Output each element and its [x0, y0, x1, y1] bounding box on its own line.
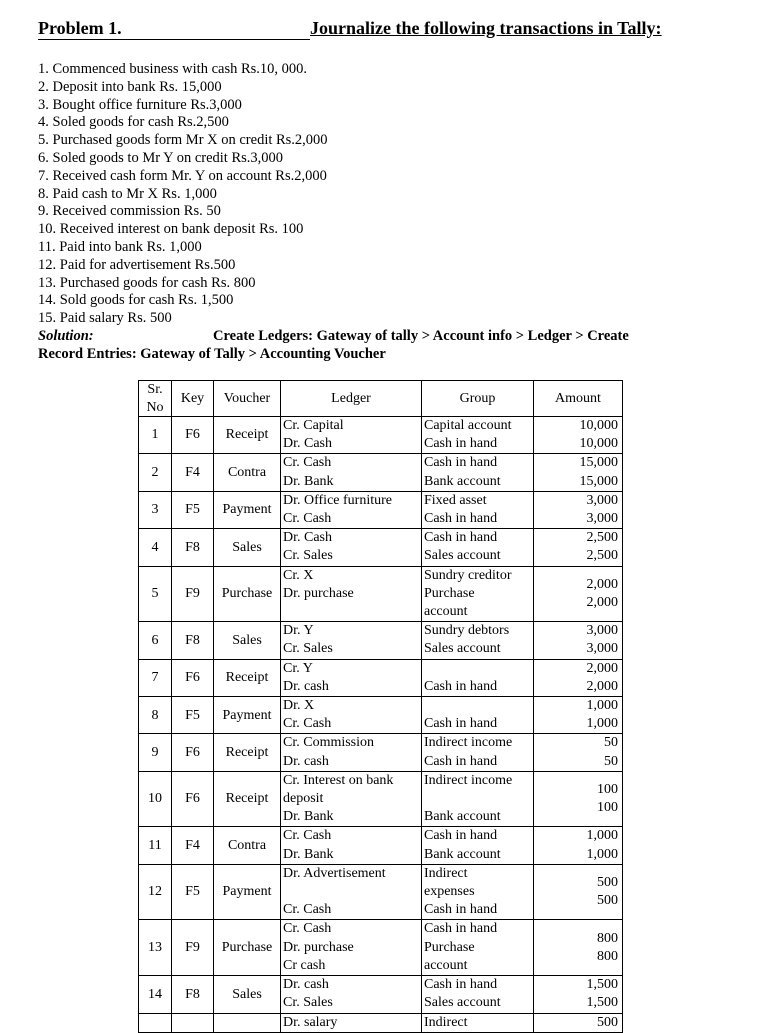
voucher-cell: Sales — [214, 529, 281, 566]
table-row — [139, 491, 623, 528]
amount-cell — [534, 566, 623, 622]
key-cell: F5 — [172, 491, 214, 528]
key-cell: F8 — [172, 976, 214, 1013]
list-item: 14. Sold goods for cash Rs. 1,500 — [38, 292, 234, 309]
header-voucher: Voucher — [214, 381, 281, 417]
amount-cell-line: 2,000 — [586, 576, 618, 592]
amount-cell-line: 2,500 — [586, 530, 618, 546]
list-item: 9. Received commission Rs. 50 — [38, 203, 221, 220]
header-group: Group — [422, 381, 534, 417]
group-cell-line: Cash in hand — [424, 716, 498, 732]
group-cell-line: Bank account — [424, 809, 501, 825]
sr-no-cell: 3 — [139, 491, 172, 528]
ledger-cell — [281, 827, 422, 864]
ledger-cell — [281, 771, 422, 827]
sr-no-cell: 8 — [139, 697, 172, 734]
amount-cell — [534, 529, 623, 566]
amount-cell-line: 2,000 — [586, 594, 618, 610]
amount-cell — [534, 771, 623, 827]
transaction-list — [38, 61, 328, 328]
amount-cell — [534, 417, 623, 454]
amount-cell — [534, 697, 623, 734]
ledger-cell-line: Cr. Cash — [283, 902, 332, 918]
list-item: 2. Deposit into bank Rs. 15,000 — [38, 78, 222, 95]
ledger-cell-line: Cr. Cash — [283, 921, 332, 937]
voucher-cell: Contra — [214, 827, 281, 864]
list-item: 5. Purchased goods form Mr X on credit Rs.2,000 — [38, 132, 328, 149]
amount-cell — [534, 734, 623, 771]
amount-cell-line: 2,000 — [586, 660, 618, 676]
voucher-cell: Payment — [214, 697, 281, 734]
header-key: Key — [172, 381, 214, 417]
key-cell: F6 — [172, 734, 214, 771]
voucher-cell: Sales — [214, 622, 281, 659]
record-entries-path: Record Entries: Gateway of Tally > Accounting Voucher — [38, 346, 386, 362]
ledger-cell-line: Cr. Sales — [283, 641, 333, 657]
group-cell-line: Purchase — [424, 585, 475, 601]
ledger-cell-line: Cr. X — [283, 567, 314, 583]
group-cell-line: expenses — [424, 884, 475, 900]
amount-cell — [534, 491, 623, 528]
list-item: 7. Received cash form Mr. Y on account Rs.2,000 — [38, 167, 327, 184]
list-item: 15. Paid salary Rs. 500 — [38, 310, 172, 327]
ledger-cell-line: Dr. purchase — [283, 939, 354, 955]
ledger-cell-line: Cr. Y — [283, 660, 313, 676]
group-cell-line: Cash in hand — [424, 436, 498, 452]
group-cell — [422, 734, 534, 771]
amount-cell — [534, 454, 623, 491]
list-item: 11. Paid into bank Rs. 1,000 — [38, 238, 202, 255]
voucher-cell: Contra — [214, 454, 281, 491]
ledger-cell-line: Cr. Commission — [283, 735, 375, 751]
ledger-cell — [281, 659, 422, 696]
amount-cell-line: 500 — [597, 874, 618, 890]
amount-cell-line: 50 — [604, 753, 618, 769]
ledger-cell-line: Dr. Bank — [283, 809, 334, 825]
ledger-cell — [281, 976, 422, 1013]
group-cell-line: Indirect — [424, 1014, 468, 1030]
voucher-cell: Payment — [214, 864, 281, 920]
ledger-cell-line: Dr. salary — [283, 1014, 338, 1030]
amount-cell-line: 2,000 — [586, 678, 618, 694]
group-cell-line: Cash in hand — [424, 511, 498, 527]
sr-no-cell: 5 — [139, 566, 172, 622]
group-cell-line: account — [424, 957, 468, 973]
ledger-cell — [281, 864, 422, 920]
group-cell-line: Bank account — [424, 473, 501, 489]
key-cell: F5 — [172, 697, 214, 734]
ledger-cell-line: Dr. Bank — [283, 846, 334, 862]
table-row — [139, 1013, 623, 1032]
amount-cell-line: 500 — [597, 1014, 618, 1030]
voucher-cell: Receipt — [214, 734, 281, 771]
ledger-cell-line: Dr. cash — [283, 977, 329, 993]
key-cell: F6 — [172, 417, 214, 454]
ledger-cell-line: Cr. Interest on bank — [283, 772, 394, 788]
list-item: 12. Paid for advertisement Rs.500 — [38, 256, 236, 273]
sr-no-cell: 10 — [139, 771, 172, 827]
ledger-cell-line: Dr. Cash — [283, 436, 332, 452]
voucher-cell: Receipt — [214, 417, 281, 454]
amount-cell-line: 10,000 — [579, 436, 618, 452]
table-row — [139, 529, 623, 566]
sr-no-cell: 9 — [139, 734, 172, 771]
ledger-cell-line: Dr. Advertisement — [283, 865, 386, 881]
group-cell-line — [424, 790, 531, 808]
group-cell-line: Cash in hand — [424, 977, 498, 993]
table-row — [139, 864, 623, 920]
amount-cell — [534, 1013, 623, 1032]
group-cell-line: account — [424, 604, 468, 620]
group-cell-line: Cash in hand — [424, 828, 498, 844]
amount-cell-line: 800 — [597, 948, 618, 964]
table-row — [139, 771, 623, 827]
ledger-cell-line: Cr cash — [283, 957, 326, 973]
group-cell — [422, 417, 534, 454]
group-cell — [422, 864, 534, 920]
table-row — [139, 827, 623, 864]
group-cell — [422, 697, 534, 734]
sr-no-cell: 7 — [139, 659, 172, 696]
key-cell: F8 — [172, 622, 214, 659]
group-cell-line: Indirect — [424, 865, 468, 881]
ledger-cell — [281, 697, 422, 734]
ledger-cell — [281, 417, 422, 454]
voucher-cell: Purchase — [214, 920, 281, 976]
problem-label: Problem 1. — [38, 17, 310, 40]
group-cell-line: Cash in hand — [424, 921, 498, 937]
voucher-cell — [214, 1013, 281, 1032]
group-cell — [422, 976, 534, 1013]
ledger-cell — [281, 734, 422, 771]
key-cell: F4 — [172, 454, 214, 491]
group-cell — [422, 491, 534, 528]
amount-cell-line: 1,000 — [586, 698, 618, 714]
sr-no-cell: 12 — [139, 864, 172, 920]
group-cell-line: Cash in hand — [424, 455, 498, 471]
key-cell — [172, 1013, 214, 1032]
ledger-cell-line: Cr. Cash — [283, 455, 332, 471]
table-row — [139, 659, 623, 696]
key-cell: F6 — [172, 659, 214, 696]
voucher-cell: Payment — [214, 491, 281, 528]
amount-cell-line: 3,000 — [586, 641, 618, 657]
sr-no-cell: 11 — [139, 827, 172, 864]
ledger-cell-line: Cr. Sales — [283, 995, 333, 1011]
amount-cell-line: 1,500 — [586, 977, 618, 993]
sr-no-cell — [139, 1013, 172, 1032]
amount-cell-line: 1,000 — [586, 846, 618, 862]
group-cell-line: Sales account — [424, 641, 501, 657]
group-cell-line — [424, 660, 531, 678]
amount-cell-line: 3,000 — [586, 623, 618, 639]
amount-cell-line: 500 — [597, 893, 618, 909]
amount-cell-line: 1,500 — [586, 995, 618, 1011]
amount-cell-line: 15,000 — [579, 473, 618, 489]
ledger-cell-line: Dr. Y — [283, 623, 314, 639]
voucher-cell: Receipt — [214, 771, 281, 827]
group-cell-line: Capital account — [424, 418, 512, 433]
group-cell-line: Cash in hand — [424, 530, 498, 546]
ledger-cell — [281, 529, 422, 566]
list-item: 1. Commenced business with cash Rs.10, 000. — [38, 61, 308, 77]
table-row — [139, 417, 623, 454]
group-cell — [422, 1013, 534, 1032]
amount-cell-line: 100 — [597, 800, 618, 816]
ledger-cell-line: Dr. X — [283, 698, 315, 714]
ledger-cell — [281, 1013, 422, 1032]
ledger-cell-line: Cr. Capital — [283, 418, 344, 433]
key-cell: F4 — [172, 827, 214, 864]
ledger-cell-line: deposit — [283, 791, 324, 807]
sr-no-cell: 13 — [139, 920, 172, 976]
voucher-cell: Sales — [214, 976, 281, 1013]
problem-title: Journalize the following transactions in Tally: — [310, 18, 662, 38]
amount-cell-line: 10,000 — [579, 418, 618, 433]
list-item: 13. Purchased goods for cash Rs. 800 — [38, 274, 256, 291]
key-cell: F5 — [172, 864, 214, 920]
list-item: 3. Bought office furniture Rs.3,000 — [38, 96, 242, 113]
ledger-cell-line: Dr. Cash — [283, 530, 332, 546]
list-item: 8. Paid cash to Mr X Rs. 1,000 — [38, 185, 217, 202]
group-cell — [422, 566, 534, 622]
key-cell: F6 — [172, 771, 214, 827]
header-amount: Amount — [534, 381, 623, 417]
group-cell — [422, 454, 534, 491]
key-cell: F9 — [172, 566, 214, 622]
amount-cell-line: 1,000 — [586, 716, 618, 732]
group-cell-line: Bank account — [424, 846, 501, 862]
ledger-cell-line: Cr. Cash — [283, 511, 332, 527]
group-cell-line: Purchase — [424, 939, 475, 955]
group-cell-line: Indirect income — [424, 735, 513, 751]
ledger-cell — [281, 454, 422, 491]
table-row — [139, 920, 623, 976]
ledger-cell — [281, 622, 422, 659]
group-cell-line: Cash in hand — [424, 753, 498, 769]
voucher-cell: Receipt — [214, 659, 281, 696]
amount-cell — [534, 659, 623, 696]
amount-cell — [534, 622, 623, 659]
key-cell: F8 — [172, 529, 214, 566]
group-cell — [422, 771, 534, 827]
ledger-cell-line: Dr. cash — [283, 753, 329, 769]
group-cell — [422, 622, 534, 659]
group-cell — [422, 827, 534, 864]
group-cell — [422, 659, 534, 696]
group-cell-line: Sales account — [424, 995, 501, 1011]
page-header — [38, 17, 728, 41]
table-header-row — [139, 381, 623, 417]
solution-line — [38, 327, 698, 345]
group-cell-line: Indirect income — [424, 772, 513, 788]
amount-cell-line: 100 — [597, 781, 618, 797]
table-row — [139, 976, 623, 1013]
ledger-cell-line — [283, 883, 419, 901]
amount-cell-line: 3,000 — [586, 511, 618, 527]
table-row — [139, 734, 623, 771]
amount-cell-line: 800 — [597, 930, 618, 946]
ledger-cell-line: Cr. Sales — [283, 548, 333, 564]
ledger-cell-line: Dr. Bank — [283, 473, 334, 489]
group-cell-line: Sundry creditor — [424, 567, 512, 583]
amount-cell-line: 3,000 — [586, 492, 618, 508]
ledger-cell-line: Dr. cash — [283, 678, 329, 694]
group-cell-line: Sundry debtors — [424, 623, 510, 639]
table-body — [139, 417, 623, 1033]
ledger-cell-line: Dr. Office furniture — [283, 492, 392, 508]
group-cell-line — [424, 697, 531, 715]
list-item: 10. Received interest on bank deposit Rs. 100 — [38, 221, 304, 238]
amount-cell — [534, 864, 623, 920]
sr-no-cell: 1 — [139, 417, 172, 454]
create-ledgers-path: Create Ledgers: Gateway of tally > Account info > Ledger > Create — [213, 328, 629, 344]
group-cell — [422, 920, 534, 976]
table-row — [139, 454, 623, 491]
list-item: 6. Soled goods to Mr Y on credit Rs.3,000 — [38, 149, 284, 166]
amount-cell — [534, 827, 623, 864]
table-row — [139, 697, 623, 734]
table-row — [139, 566, 623, 622]
sr-no-cell: 2 — [139, 454, 172, 491]
amount-cell-line: 15,000 — [579, 455, 618, 471]
ledger-cell — [281, 566, 422, 622]
group-cell-line: Cash in hand — [424, 678, 498, 694]
journal-table — [138, 380, 623, 1033]
sr-no-cell: 6 — [139, 622, 172, 659]
ledger-cell-line: Dr. purchase — [283, 585, 354, 601]
amount-cell-line: 50 — [604, 735, 618, 751]
table-row — [139, 622, 623, 659]
ledger-cell — [281, 920, 422, 976]
sr-no-cell: 4 — [139, 529, 172, 566]
ledger-cell — [281, 491, 422, 528]
key-cell: F9 — [172, 920, 214, 976]
group-cell-line: Sales account — [424, 548, 501, 564]
amount-cell-line: 2,500 — [586, 548, 618, 564]
ledger-cell-line: Cr. Cash — [283, 716, 332, 732]
solution-label: Solution: — [38, 328, 94, 344]
voucher-cell: Purchase — [214, 566, 281, 622]
amount-cell — [534, 920, 623, 976]
list-item: 4. Soled goods for cash Rs.2,500 — [38, 114, 229, 131]
header-sr-no: Sr. No — [139, 381, 172, 417]
ledger-cell-line: Cr. Cash — [283, 828, 332, 844]
sr-no-cell: 14 — [139, 976, 172, 1013]
header-ledger: Ledger — [281, 381, 422, 417]
amount-cell-line: 1,000 — [586, 828, 618, 844]
group-cell-line: Fixed asset — [424, 492, 487, 508]
amount-cell — [534, 976, 623, 1013]
group-cell-line: Cash in hand — [424, 902, 498, 918]
group-cell — [422, 529, 534, 566]
